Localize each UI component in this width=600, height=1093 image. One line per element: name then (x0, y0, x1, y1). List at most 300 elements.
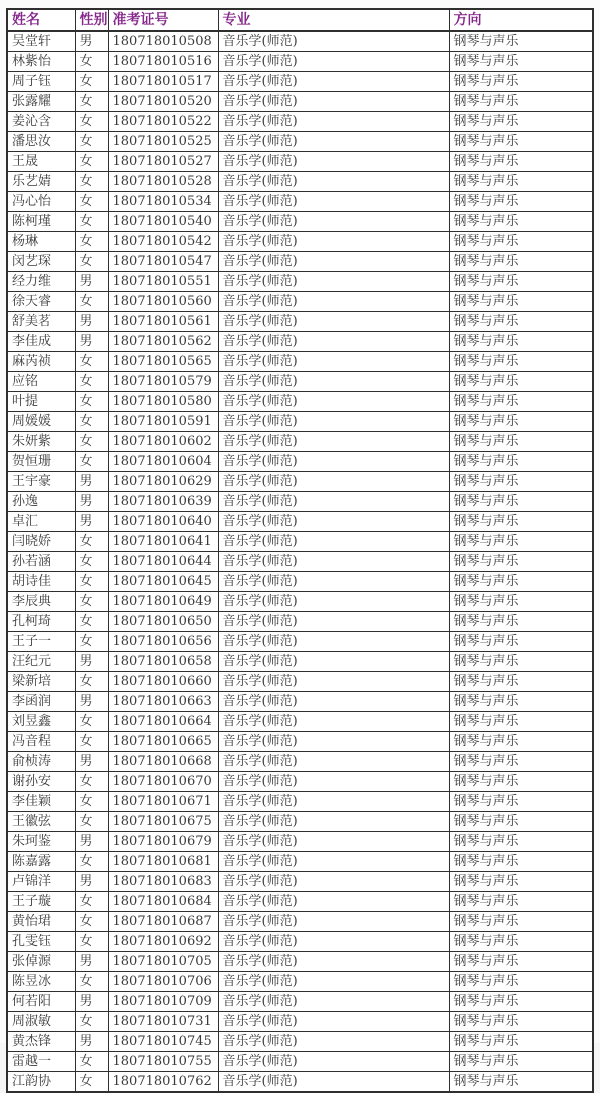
cell-exam-number: 180718010520 (108, 92, 218, 112)
cell-name: 孙逸 (7, 492, 75, 512)
cell-gender: 女 (75, 432, 108, 452)
cell-direction: 钢琴与声乐 (449, 952, 593, 972)
cell-name: 李佳颖 (7, 792, 75, 812)
cell-direction: 钢琴与声乐 (449, 92, 593, 112)
cell-exam-number: 180718010604 (108, 452, 218, 472)
cell-major: 音乐学(师范) (218, 752, 449, 772)
cell-gender: 女 (75, 252, 108, 272)
cell-gender: 女 (75, 352, 108, 372)
table-row (7, 252, 593, 272)
cell-name: 周媛媛 (7, 412, 75, 432)
table-row (7, 532, 593, 552)
cell-exam-number: 180718010527 (108, 152, 218, 172)
cell-major: 音乐学(师范) (218, 472, 449, 492)
cell-direction: 钢琴与声乐 (449, 1012, 593, 1032)
cell-gender: 男 (75, 652, 108, 672)
cell-gender: 男 (75, 872, 108, 892)
cell-direction: 钢琴与声乐 (449, 652, 593, 672)
cell-exam-number: 180718010668 (108, 752, 218, 772)
cell-name: 谢孙安 (7, 772, 75, 792)
table-row (7, 592, 593, 612)
cell-direction: 钢琴与声乐 (449, 372, 593, 392)
cell-name: 王子璇 (7, 892, 75, 912)
cell-gender: 男 (75, 312, 108, 332)
cell-major: 音乐学(师范) (218, 372, 449, 392)
cell-direction: 钢琴与声乐 (449, 452, 593, 472)
cell-major: 音乐学(师范) (218, 692, 449, 712)
cell-direction: 钢琴与声乐 (449, 392, 593, 412)
cell-major: 音乐学(师范) (218, 31, 449, 52)
cell-gender: 女 (75, 612, 108, 632)
table-body (7, 31, 593, 1092)
cell-major: 音乐学(师范) (218, 512, 449, 532)
cell-name: 陈嘉露 (7, 852, 75, 872)
cell-direction: 钢琴与声乐 (449, 712, 593, 732)
cell-major: 音乐学(师范) (218, 352, 449, 372)
cell-gender: 女 (75, 232, 108, 252)
table-row (7, 1072, 593, 1093)
cell-exam-number: 180718010629 (108, 472, 218, 492)
cell-major: 音乐学(师范) (218, 592, 449, 612)
cell-exam-number: 180718010516 (108, 52, 218, 72)
cell-name: 姜沁含 (7, 112, 75, 132)
cell-name: 杨琳 (7, 232, 75, 252)
cell-exam-number: 180718010665 (108, 732, 218, 752)
cell-major: 音乐学(师范) (218, 392, 449, 412)
table-row (7, 692, 593, 712)
table-row (7, 212, 593, 232)
cell-major: 音乐学(师范) (218, 952, 449, 972)
cell-major: 音乐学(师范) (218, 732, 449, 752)
cell-direction: 钢琴与声乐 (449, 192, 593, 212)
cell-name: 潘思汝 (7, 132, 75, 152)
cell-direction: 钢琴与声乐 (449, 932, 593, 952)
table-row (7, 1012, 593, 1032)
cell-gender: 女 (75, 812, 108, 832)
cell-direction: 钢琴与声乐 (449, 212, 593, 232)
cell-gender: 女 (75, 132, 108, 152)
cell-gender: 女 (75, 192, 108, 212)
cell-direction: 钢琴与声乐 (449, 832, 593, 852)
cell-name: 江韵协 (7, 1072, 75, 1093)
cell-name: 陈柯瑾 (7, 212, 75, 232)
cell-direction: 钢琴与声乐 (449, 332, 593, 352)
table-row (7, 232, 593, 252)
table-row (7, 112, 593, 132)
cell-exam-number: 180718010650 (108, 612, 218, 632)
table-header (7, 9, 593, 31)
cell-gender: 女 (75, 732, 108, 752)
cell-exam-number: 180718010562 (108, 332, 218, 352)
table-row (7, 992, 593, 1012)
cell-name: 闵艺琛 (7, 252, 75, 272)
cell-name: 周子钰 (7, 72, 75, 92)
cell-direction: 钢琴与声乐 (449, 532, 593, 552)
cell-name: 孙若涵 (7, 552, 75, 572)
cell-major: 音乐学(师范) (218, 72, 449, 92)
table-row (7, 572, 593, 592)
cell-gender: 女 (75, 1052, 108, 1072)
cell-gender: 男 (75, 512, 108, 532)
cell-name: 孔雯钰 (7, 932, 75, 952)
cell-gender: 男 (75, 952, 108, 972)
cell-major: 音乐学(师范) (218, 912, 449, 932)
cell-direction: 钢琴与声乐 (449, 772, 593, 792)
cell-name: 卓汇 (7, 512, 75, 532)
cell-gender: 女 (75, 92, 108, 112)
cell-direction: 钢琴与声乐 (449, 72, 593, 92)
table-row (7, 1052, 593, 1072)
table-row (7, 92, 593, 112)
cell-direction: 钢琴与声乐 (449, 732, 593, 752)
cell-exam-number: 180718010660 (108, 672, 218, 692)
cell-name: 叶提 (7, 392, 75, 412)
table-row (7, 452, 593, 472)
cell-major: 音乐学(师范) (218, 232, 449, 252)
cell-direction: 钢琴与声乐 (449, 172, 593, 192)
cell-major: 音乐学(师范) (218, 412, 449, 432)
cell-direction: 钢琴与声乐 (449, 272, 593, 292)
cell-name: 卢锦洋 (7, 872, 75, 892)
table-row (7, 792, 593, 812)
table-row (7, 392, 593, 412)
cell-name: 朱妍紫 (7, 432, 75, 452)
cell-name: 贺恒珊 (7, 452, 75, 472)
cell-gender: 女 (75, 112, 108, 132)
cell-exam-number: 180718010517 (108, 72, 218, 92)
cell-gender: 女 (75, 972, 108, 992)
cell-major: 音乐学(师范) (218, 1032, 449, 1052)
cell-direction: 钢琴与声乐 (449, 972, 593, 992)
cell-gender: 女 (75, 912, 108, 932)
cell-major: 音乐学(师范) (218, 92, 449, 112)
cell-direction: 钢琴与声乐 (449, 892, 593, 912)
cell-name: 王徽弦 (7, 812, 75, 832)
cell-direction: 钢琴与声乐 (449, 132, 593, 152)
cell-name: 王子一 (7, 632, 75, 652)
cell-gender: 女 (75, 932, 108, 952)
cell-direction: 钢琴与声乐 (449, 232, 593, 252)
cell-major: 音乐学(师范) (218, 152, 449, 172)
exam-candidate-roster-table (6, 8, 594, 1093)
cell-gender: 女 (75, 772, 108, 792)
cell-gender: 男 (75, 1032, 108, 1052)
table-row (7, 872, 593, 892)
cell-gender: 女 (75, 392, 108, 412)
table-row (7, 31, 593, 52)
cell-major: 音乐学(师范) (218, 712, 449, 732)
cell-name: 汪纪元 (7, 652, 75, 672)
table-row (7, 512, 593, 532)
cell-major: 音乐学(师范) (218, 332, 449, 352)
cell-direction: 钢琴与声乐 (449, 152, 593, 172)
cell-gender: 女 (75, 892, 108, 912)
cell-direction: 钢琴与声乐 (449, 552, 593, 572)
cell-direction: 钢琴与声乐 (449, 432, 593, 452)
cell-exam-number: 180718010551 (108, 272, 218, 292)
cell-major: 音乐学(师范) (218, 432, 449, 452)
table-row (7, 312, 593, 332)
cell-gender: 女 (75, 552, 108, 572)
cell-gender: 女 (75, 52, 108, 72)
table-row (7, 852, 593, 872)
cell-exam-number: 180718010547 (108, 252, 218, 272)
cell-exam-number: 180718010705 (108, 952, 218, 972)
cell-major: 音乐学(师范) (218, 812, 449, 832)
table-row (7, 132, 593, 152)
cell-exam-number: 180718010580 (108, 392, 218, 412)
cell-major: 音乐学(师范) (218, 1052, 449, 1072)
cell-exam-number: 180718010644 (108, 552, 218, 572)
cell-gender: 男 (75, 832, 108, 852)
cell-direction: 钢琴与声乐 (449, 812, 593, 832)
table-row (7, 912, 593, 932)
cell-exam-number: 180718010579 (108, 372, 218, 392)
table-row (7, 352, 593, 372)
cell-name: 雷越一 (7, 1052, 75, 1072)
cell-exam-number: 180718010639 (108, 492, 218, 512)
cell-exam-number: 180718010684 (108, 892, 218, 912)
cell-exam-number: 180718010663 (108, 692, 218, 712)
table-row (7, 472, 593, 492)
table-row (7, 152, 593, 172)
cell-direction: 钢琴与声乐 (449, 312, 593, 332)
cell-gender: 女 (75, 532, 108, 552)
cell-name: 舒美茗 (7, 312, 75, 332)
cell-direction: 钢琴与声乐 (449, 412, 593, 432)
cell-name: 应铭 (7, 372, 75, 392)
cell-direction: 钢琴与声乐 (449, 1052, 593, 1072)
cell-gender: 女 (75, 592, 108, 612)
cell-exam-number: 180718010706 (108, 972, 218, 992)
cell-direction: 钢琴与声乐 (449, 1032, 593, 1052)
cell-gender: 男 (75, 272, 108, 292)
cell-exam-number: 180718010670 (108, 772, 218, 792)
cell-gender: 女 (75, 1012, 108, 1032)
cell-major: 音乐学(师范) (218, 272, 449, 292)
cell-name: 刘昱鑫 (7, 712, 75, 732)
table-row (7, 652, 593, 672)
cell-major: 音乐学(师范) (218, 132, 449, 152)
cell-name: 孔柯琦 (7, 612, 75, 632)
cell-major: 音乐学(师范) (218, 652, 449, 672)
cell-gender: 女 (75, 672, 108, 692)
cell-direction: 钢琴与声乐 (449, 512, 593, 532)
table-row (7, 612, 593, 632)
cell-name: 冯心怡 (7, 192, 75, 212)
cell-major: 音乐学(师范) (218, 192, 449, 212)
cell-exam-number: 180718010542 (108, 232, 218, 252)
table-row (7, 972, 593, 992)
cell-exam-number: 180718010658 (108, 652, 218, 672)
table-row (7, 332, 593, 352)
table-row (7, 192, 593, 212)
cell-direction: 钢琴与声乐 (449, 112, 593, 132)
cell-direction: 钢琴与声乐 (449, 872, 593, 892)
cell-exam-number: 180718010649 (108, 592, 218, 612)
cell-exam-number: 180718010645 (108, 572, 218, 592)
cell-name: 乐艺婧 (7, 172, 75, 192)
table-row (7, 292, 593, 312)
cell-exam-number: 180718010679 (108, 832, 218, 852)
cell-direction: 钢琴与声乐 (449, 472, 593, 492)
cell-gender: 男 (75, 472, 108, 492)
cell-name: 梁新培 (7, 672, 75, 692)
cell-exam-number: 180718010692 (108, 932, 218, 952)
cell-exam-number: 180718010683 (108, 872, 218, 892)
cell-exam-number: 180718010508 (108, 31, 218, 52)
cell-exam-number: 180718010731 (108, 1012, 218, 1032)
cell-gender: 男 (75, 492, 108, 512)
cell-name: 闫晓娇 (7, 532, 75, 552)
cell-direction: 钢琴与声乐 (449, 52, 593, 72)
cell-gender: 女 (75, 412, 108, 432)
cell-exam-number: 180718010565 (108, 352, 218, 372)
table-row (7, 632, 593, 652)
cell-gender: 男 (75, 692, 108, 712)
cell-name: 何若阳 (7, 992, 75, 1012)
table-row (7, 732, 593, 752)
cell-direction: 钢琴与声乐 (449, 31, 593, 52)
cell-exam-number: 180718010540 (108, 212, 218, 232)
cell-name: 王晟 (7, 152, 75, 172)
cell-exam-number: 180718010522 (108, 112, 218, 132)
cell-exam-number: 180718010641 (108, 532, 218, 552)
cell-major: 音乐学(师范) (218, 852, 449, 872)
cell-direction: 钢琴与声乐 (449, 592, 593, 612)
cell-direction: 钢琴与声乐 (449, 492, 593, 512)
cell-major: 音乐学(师范) (218, 972, 449, 992)
cell-name: 徐天睿 (7, 292, 75, 312)
cell-gender: 女 (75, 1072, 108, 1093)
cell-exam-number: 180718010640 (108, 512, 218, 532)
cell-major: 音乐学(师范) (218, 932, 449, 952)
cell-direction: 钢琴与声乐 (449, 612, 593, 632)
column-header-exam-number: 准考证号 (108, 9, 218, 31)
table-row (7, 172, 593, 192)
column-header-major: 专业 (218, 9, 449, 31)
column-header-name: 姓名 (7, 9, 75, 31)
cell-major: 音乐学(师范) (218, 572, 449, 592)
cell-name: 张倬源 (7, 952, 75, 972)
header-row (7, 9, 593, 31)
cell-name: 胡诗佳 (7, 572, 75, 592)
cell-major: 音乐学(师范) (218, 612, 449, 632)
cell-exam-number: 180718010675 (108, 812, 218, 832)
table-row (7, 372, 593, 392)
cell-exam-number: 180718010602 (108, 432, 218, 452)
cell-exam-number: 180718010687 (108, 912, 218, 932)
cell-gender: 女 (75, 572, 108, 592)
cell-gender: 女 (75, 632, 108, 652)
cell-name: 陈昱冰 (7, 972, 75, 992)
table-row (7, 712, 593, 732)
cell-exam-number: 180718010671 (108, 792, 218, 812)
cell-name: 黄怡珺 (7, 912, 75, 932)
cell-name: 俞桢涛 (7, 752, 75, 772)
cell-major: 音乐学(师范) (218, 892, 449, 912)
table-row (7, 552, 593, 572)
cell-name: 吴堂轩 (7, 31, 75, 52)
cell-major: 音乐学(师范) (218, 872, 449, 892)
cell-gender: 女 (75, 72, 108, 92)
cell-exam-number: 180718010560 (108, 292, 218, 312)
cell-exam-number: 180718010745 (108, 1032, 218, 1052)
cell-direction: 钢琴与声乐 (449, 352, 593, 372)
table-row (7, 72, 593, 92)
cell-direction: 钢琴与声乐 (449, 852, 593, 872)
cell-direction: 钢琴与声乐 (449, 752, 593, 772)
cell-name: 经力维 (7, 272, 75, 292)
cell-name: 李佳成 (7, 332, 75, 352)
cell-gender: 男 (75, 992, 108, 1012)
cell-direction: 钢琴与声乐 (449, 292, 593, 312)
cell-major: 音乐学(师范) (218, 832, 449, 852)
cell-major: 音乐学(师范) (218, 1012, 449, 1032)
cell-major: 音乐学(师范) (218, 992, 449, 1012)
cell-gender: 女 (75, 292, 108, 312)
table-row (7, 932, 593, 952)
table-row (7, 1032, 593, 1052)
table-row (7, 492, 593, 512)
cell-name: 朱珂鉴 (7, 832, 75, 852)
cell-name: 李函润 (7, 692, 75, 712)
cell-direction: 钢琴与声乐 (449, 672, 593, 692)
cell-major: 音乐学(师范) (218, 452, 449, 472)
table-row (7, 892, 593, 912)
cell-name: 黄杰锋 (7, 1032, 75, 1052)
cell-gender: 女 (75, 452, 108, 472)
cell-major: 音乐学(师范) (218, 532, 449, 552)
cell-major: 音乐学(师范) (218, 112, 449, 132)
cell-major: 音乐学(师范) (218, 292, 449, 312)
table-row (7, 272, 593, 292)
cell-name: 李辰典 (7, 592, 75, 612)
cell-direction: 钢琴与声乐 (449, 792, 593, 812)
cell-name: 张露耀 (7, 92, 75, 112)
cell-exam-number: 180718010525 (108, 132, 218, 152)
table-row (7, 412, 593, 432)
cell-exam-number: 180718010762 (108, 1072, 218, 1093)
cell-exam-number: 180718010664 (108, 712, 218, 732)
cell-exam-number: 180718010755 (108, 1052, 218, 1072)
cell-major: 音乐学(师范) (218, 772, 449, 792)
cell-exam-number: 180718010534 (108, 192, 218, 212)
table-row (7, 432, 593, 452)
cell-major: 音乐学(师范) (218, 552, 449, 572)
cell-gender: 女 (75, 372, 108, 392)
column-header-gender: 性别 (75, 9, 108, 31)
cell-gender: 女 (75, 152, 108, 172)
cell-name: 冯音程 (7, 732, 75, 752)
cell-gender: 女 (75, 172, 108, 192)
cell-gender: 女 (75, 212, 108, 232)
cell-major: 音乐学(师范) (218, 1072, 449, 1093)
table-row (7, 952, 593, 972)
cell-exam-number: 180718010561 (108, 312, 218, 332)
cell-exam-number: 180718010528 (108, 172, 218, 192)
cell-major: 音乐学(师范) (218, 632, 449, 652)
cell-direction: 钢琴与声乐 (449, 572, 593, 592)
cell-direction: 钢琴与声乐 (449, 912, 593, 932)
cell-major: 音乐学(师范) (218, 492, 449, 512)
table-row (7, 52, 593, 72)
cell-major: 音乐学(师范) (218, 212, 449, 232)
cell-gender: 女 (75, 712, 108, 732)
cell-gender: 男 (75, 31, 108, 52)
cell-name: 王宇豪 (7, 472, 75, 492)
cell-major: 音乐学(师范) (218, 52, 449, 72)
